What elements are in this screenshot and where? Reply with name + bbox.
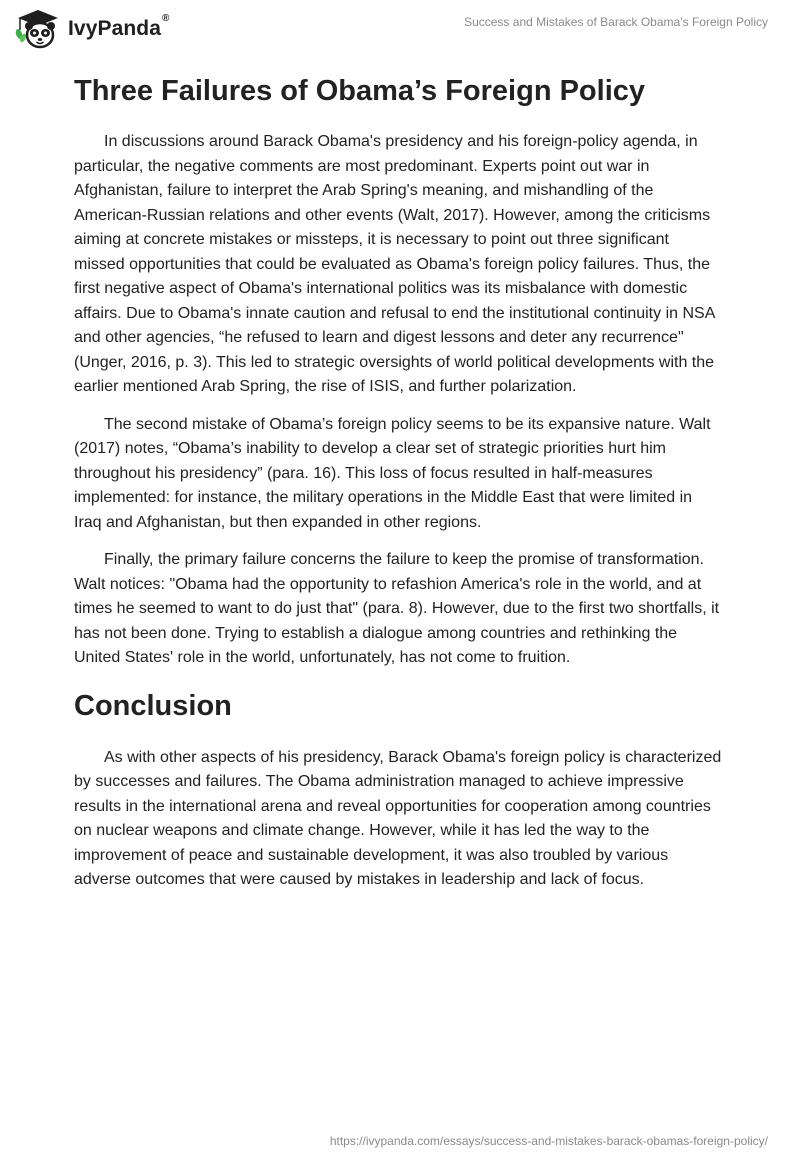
body-paragraph: The second mistake of Obama’s foreign policy seems to be its expansive nature. Walt (2017) notes, “Obama’s inability to develop a clear set of strategic priorities hurt him throughout his presidency” (para. 16). This loss of focus resulted in half-measures implemented: for instance, the military operations in the Middle East that were limited in Iraq and Afghanistan, but then expanded in other regions. [74,415,711,531]
page-header [0,0,800,58]
panda-logo-icon [14,8,62,50]
brand-name-text: IvyPanda [68,17,162,40]
running-title: Success and Mistakes of Barack Obama’s Foreign Policy [464,15,768,29]
source-url-link[interactable]: https://ivypanda.com/essays/success-and-mistakes-barack-obamas-foreign-policy/ [329,1134,768,1148]
section-heading: Three Failures of Obama’s Foreign Policy [74,75,646,107]
body-paragraph: In discussions around Barack Obama's presidency and his foreign-policy agenda, in particular, the negative comments are most predominant. Experts point out war in Afghanistan, failure to interpret the Arab Spring's meaning, and mishandling of the American-Russian relations and other events (Walt, 2017). However, among the criticisms aiming at concrete mistakes or missteps, it is necessary to point out three significant missed opportunities that could be evaluated as Obama's foreign policy failures. Thus, the first negative aspect of Obama's international politics was its misbalance with domestic affairs. Due to Obama's innate caution and refusal to end the institutional continuity in NSA and other agencies, “he refused to learn and digest lessons and deter any recurrence" (Unger, 2016, p. 3). This led to strategic oversights of world political developments with the earlier mentioned Arab Spring, the rise of ISIS, and further polarization. [74,133,715,395]
brand-name [68,13,170,41]
conclusion-heading: Conclusion [74,689,232,722]
registered-mark: ® [162,13,170,24]
conclusion-paragraph: As with other aspects of his presidency, Barack Obama's foreign policy is characterized by successes and failures. The Obama administration managed to achieve impressive results in the international arena and reveal opportunities for cooperation among countries on nuclear weapons and climate change. However, while it has led the way to the improvement of peace and sustainable development, it was also troubled by various adverse outcomes that were caused by mistakes in leadership and lack of focus. [74,748,722,888]
essay-body [74,70,724,893]
body-paragraph: Finally, the primary failure concerns the failure to keep the promise of transformation. Walt notices: "Obama had the opportunity to refashion America's role in the world, and at times he seemed to want to do just that" (para. 8). However, due to the first two shortfalls, it has not been done. Trying to establish a dialogue among countries and rethinking the United States' role in the world, unfortunately, has not come to fruition. [74,551,720,666]
ivypanda-logo[interactable] [14,8,169,50]
